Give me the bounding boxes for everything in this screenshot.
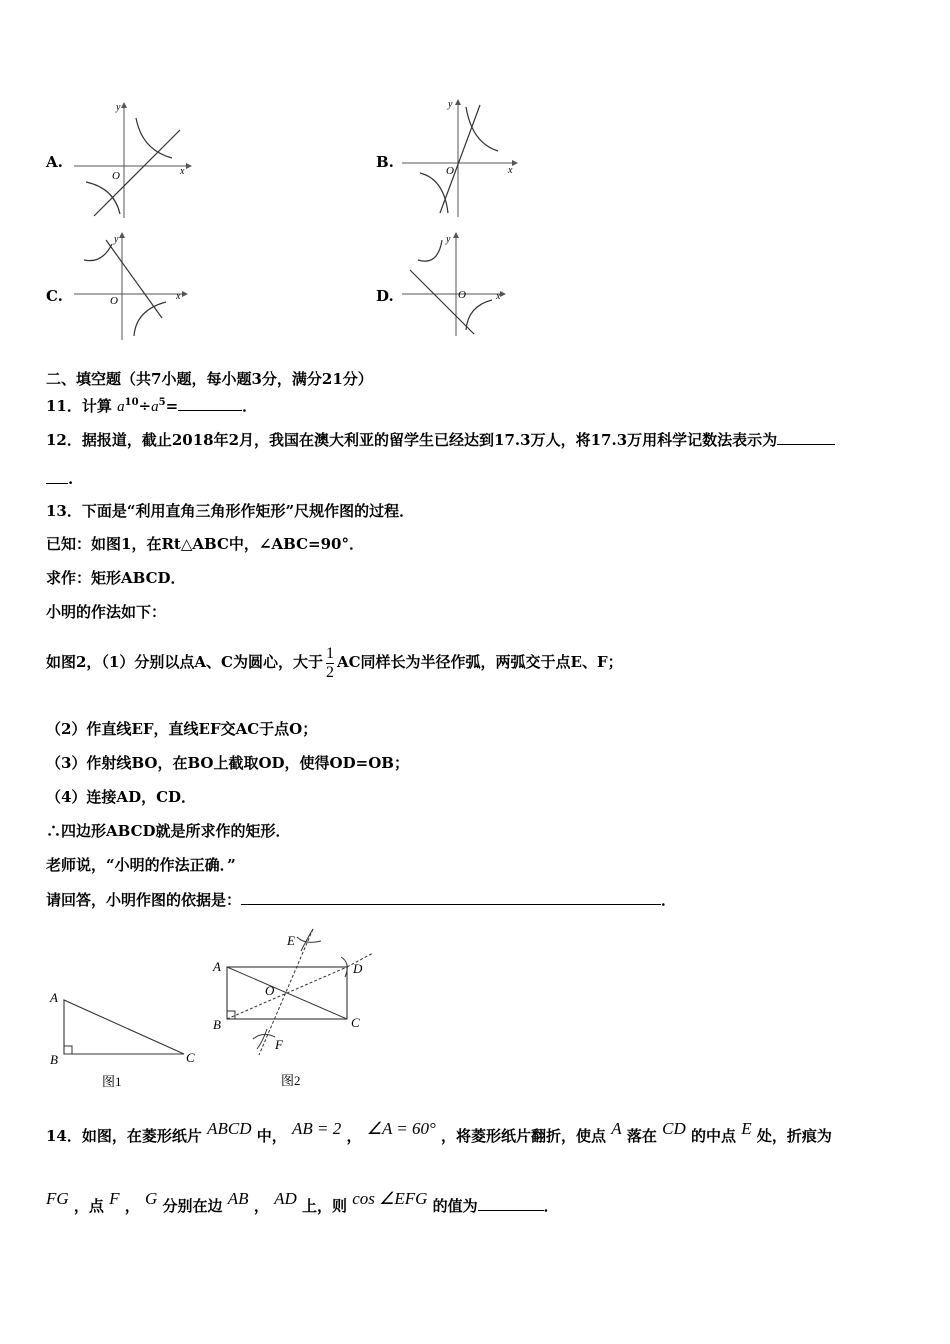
option-d-graph: [400, 230, 520, 342]
figure-1-caption: 图1: [102, 1074, 122, 1089]
svg-text:D: D: [353, 961, 363, 976]
answer-blank-cont[interactable]: [46, 468, 68, 484]
svg-text:B: B: [50, 1052, 58, 1067]
svg-text:O: O: [458, 289, 466, 301]
question-14-line2: FG ，点 F ， G 分别在边 AB ， AD 上，则 cos ∠EFG 的值为 ．: [46, 1189, 559, 1215]
svg-text:x: x: [496, 291, 501, 302]
svg-text:y: y: [446, 234, 451, 245]
q13-method: 小明的作法如下：: [46, 603, 167, 621]
q13-step1: 如图2，（1）分别以点A、C为圆心，大于 $\frac{1}{2}$ AC同样长为半径作弧，两弧交于点E、F；: [46, 644, 623, 681]
q13-intro: 13．下面是“利用直角三角形作矩形”尺规作图的过程．: [46, 502, 415, 520]
figure-1: [44, 990, 204, 1090]
svg-text:F: F: [275, 1037, 283, 1052]
svg-text:C: C: [351, 1015, 360, 1030]
q13-teacher: 老师说，“小明的作法正确．”: [46, 856, 236, 874]
svg-text:C: C: [186, 1050, 195, 1065]
answer-blank[interactable]: [478, 1195, 544, 1211]
svg-text:B: B: [213, 1017, 221, 1032]
origin-label: O: [112, 170, 120, 182]
svg-text:O: O: [110, 295, 118, 307]
option-b-label: B.: [376, 153, 394, 171]
q13-ask: 求作：矩形ABCD．: [46, 569, 186, 587]
q13-step2: （2）作直线EF，直线EF交AC于点O；: [46, 720, 318, 738]
svg-text:E: E: [287, 933, 295, 948]
figure-2-caption: 图2: [281, 1073, 301, 1088]
question-12: 12．据报道，截止2018年2月，我国在澳大利亚的留学生已经达到17.3万人，将17.3万用科学记数法表示为: [46, 429, 835, 450]
figure-2: [205, 925, 380, 1095]
y-axis-label: y: [116, 102, 121, 113]
option-c-label: C.: [46, 287, 63, 305]
fraction-half: $\frac{1}{2}$: [325, 644, 334, 681]
option-d-label: D.: [376, 287, 394, 305]
q13-conclusion: ∴四边形ABCD就是所求作的矩形．: [46, 822, 291, 840]
svg-text:O: O: [446, 165, 454, 177]
svg-text:y: y: [114, 234, 119, 245]
option-a-graph: [72, 100, 192, 220]
answer-blank[interactable]: [241, 889, 661, 905]
svg-text:y: y: [448, 99, 453, 110]
x-axis-label: x: [180, 166, 185, 177]
q13-step3: （3）作射线BO，在BO上截取OD，使得OD=OB；: [46, 754, 409, 772]
q13-answer-prompt: 请回答，小明作图的依据是： ．: [46, 891, 677, 909]
question-11: 11．计算 $a^{10}\div a^5=$ ．: [46, 397, 258, 415]
question-14-line1: 14．如图，在菱形纸片 ABCD 中， AB = 2 ， ∠A = 60° ，将菱形纸片翻折，使点 A 落在 CD 的中点 E 处，折痕为: [46, 1119, 832, 1145]
answer-blank[interactable]: [178, 395, 242, 411]
option-c-graph: [72, 230, 192, 342]
q13-known: 已知：如图1，在Rt△ABC中，∠ABC=90°．: [46, 535, 364, 553]
q13-step4: （4）连接AD，CD．: [46, 788, 197, 806]
svg-text:x: x: [176, 291, 181, 302]
question-12-cont: .: [46, 468, 73, 489]
section-title: 二、填空题（共7小题，每小题3分，满分21分）: [46, 370, 373, 388]
option-a-label: A.: [46, 153, 63, 171]
svg-text:x: x: [508, 165, 513, 176]
answer-blank[interactable]: [777, 429, 835, 445]
option-b-graph: [400, 95, 520, 220]
svg-text:A: A: [213, 959, 221, 974]
svg-text:A: A: [50, 990, 58, 1005]
svg-text:O: O: [265, 983, 275, 998]
